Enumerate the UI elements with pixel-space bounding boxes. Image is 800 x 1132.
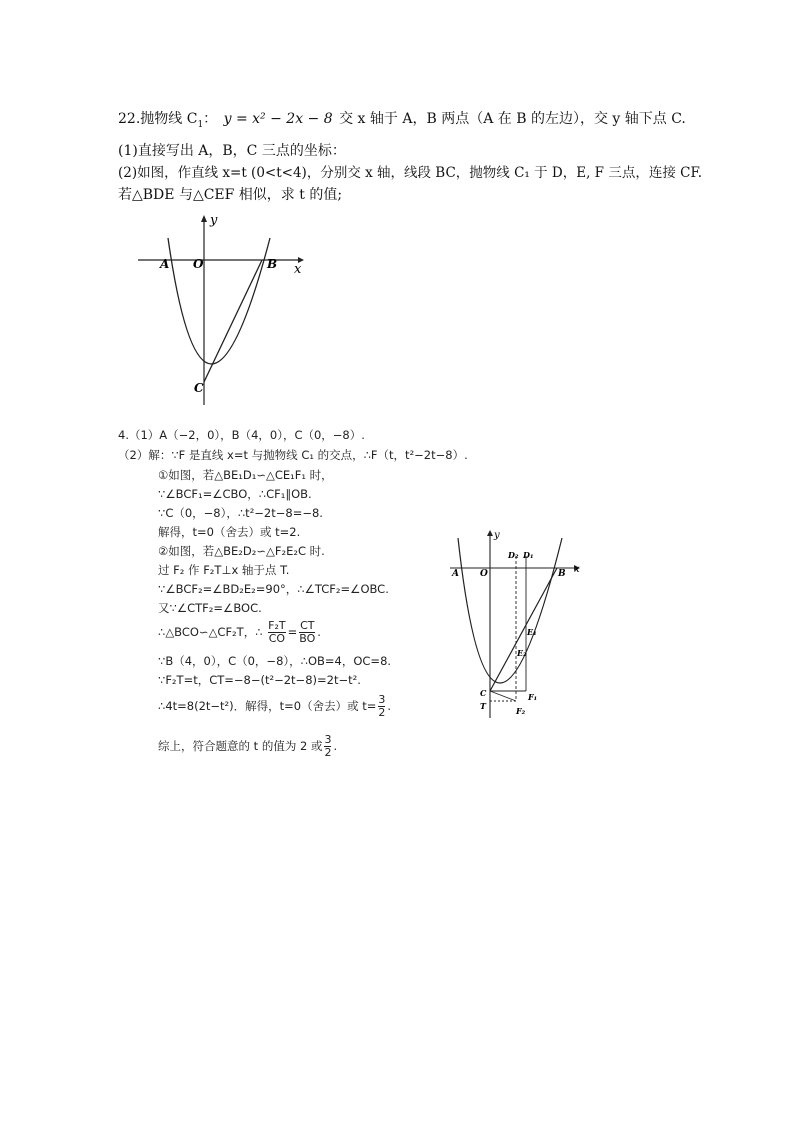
period: . (333, 739, 338, 753)
figure-1-label-a: A (160, 257, 170, 271)
figure-1-label-o: O (193, 257, 204, 271)
solution-line-14 (158, 694, 391, 719)
figure-2-segment-cf2 (490, 691, 516, 701)
stem-part-a: 抛物线 C (140, 111, 198, 127)
solution-line-14-text: ∴4t=8(2t−t²)．解得，t=0（舍去）或 t= (158, 699, 377, 713)
fraction-numerator: 3 (324, 733, 332, 746)
stem-subscript: 1 (197, 119, 204, 130)
stem-part-c: 交 x 轴于 A，B 两点（A 在 B 的左边），交 y 轴下点 C. (334, 111, 686, 127)
figure-1-label-c: C (194, 381, 204, 395)
figure-2-label-y: y (494, 530, 500, 541)
figure-2-label-o: O (480, 569, 488, 579)
fraction-three-halves-final (324, 734, 331, 759)
figure-2-label-x: x (574, 564, 580, 575)
problem-number: 22. (118, 111, 141, 127)
figure-1-label-y: y (210, 213, 218, 228)
solution-line-15-text: 综上，符合题意的 t 的值为 2 或 (158, 739, 323, 753)
figure-2-label-b: B (558, 569, 566, 579)
problem-stem (118, 110, 686, 134)
fraction-denominator: CO (268, 632, 286, 645)
solution-line-6: 解得，t=0（舍去）或 t=2. (158, 525, 301, 539)
part-2-line-2: 若△BDE 与△CEF 相似，求 t 的值; (118, 187, 343, 203)
solution-line-2: （2）解：∵F 是直线 x=t 与抛物线 C₁ 的交点，∴F（t，t²−2t−8）. (118, 448, 468, 462)
equals-sign: = (287, 625, 298, 639)
figure-2 (440, 528, 590, 723)
period: . (317, 625, 321, 639)
part-2-line-1: (2)如图，作直线 x=t (0<t<4)，分别交 x 轴，线段 BC，抛物线 C₁ 于 D，E, F 三点，连接 CF. (118, 165, 703, 181)
fraction-denominator: BO (299, 632, 316, 645)
period: . (387, 699, 392, 713)
fraction-numerator: CT (300, 619, 315, 632)
fraction-ct-bo (299, 620, 315, 645)
figure-1-parabola (168, 238, 270, 364)
fraction-three-halves (378, 694, 385, 719)
solution-line-12: ∵B（4，0），C（0，−8），∴OB=4，OC=8. (158, 654, 392, 668)
figure-2-label-f1: F₁ (528, 692, 538, 702)
part-1: (1)直接写出 A，B，C 三点的坐标： (118, 143, 346, 159)
fraction-numerator: 3 (378, 693, 386, 706)
solution-line-8: 过 F₂ 作 F₂T⊥x 轴于点 T. (158, 563, 290, 577)
solution-line-1: 4.（1）A（−2，0），B（4，0），C（0，−8）. (118, 428, 365, 442)
parabola-equation: y = x² − 2x − 8 (223, 111, 333, 127)
figure-2-label-d1: D₁ (523, 550, 534, 560)
solution-line-13: ∵F₂T=t，CT=−8−(t²−2t−8)=2t−t². (158, 673, 361, 687)
fraction-numerator: F₂T (268, 619, 286, 632)
fraction-denominator: 2 (324, 746, 332, 759)
figure-1-segment-bc (204, 260, 262, 382)
figure-2-label-e2: E₂ (517, 648, 527, 658)
solution-line-9: ∵∠BCF₂=∠BD₂E₂=90°，∴∠TCF₂=∠OBC. (158, 582, 389, 596)
fraction-denominator: 2 (378, 706, 386, 719)
figure-2-label-f2: F₂ (516, 706, 526, 716)
solution-line-4: ∵∠BCF₁=∠CBO，∴CF₁∥OB. (158, 487, 312, 501)
solution-line-11 (158, 620, 321, 645)
solution-line-11-text: ∴△BCO∽△CF₂T，∴ (158, 625, 263, 639)
figure-1-label-x: x (294, 262, 302, 277)
figure-2-label-c: C (480, 688, 487, 698)
figure-1 (130, 210, 310, 410)
stem-part-b: ： (203, 111, 218, 127)
solution-line-5: ∵C（0，−8），∴t²−2t−8=−8. (158, 506, 323, 520)
figure-2-label-a: A (452, 569, 459, 579)
solution-line-7: ②如图，若△BE₂D₂∽△F₂E₂C 时. (158, 544, 325, 558)
figure-1-label-b: B (267, 257, 278, 271)
solution-line-3: ①如图，若△BE₁D₁∽△CE₁F₁ 时， (158, 468, 333, 482)
figure-2-label-d2: D₂ (508, 550, 519, 560)
figure-2-label-t: T (480, 701, 486, 711)
solution-line-10: 又∵∠CTF₂=∠BOC. (158, 601, 262, 615)
figure-2-segment-bc (490, 568, 557, 691)
solution-line-15 (158, 734, 337, 759)
fraction-f2t-co (268, 620, 285, 645)
figure-2-label-e1: E₁ (527, 627, 537, 637)
